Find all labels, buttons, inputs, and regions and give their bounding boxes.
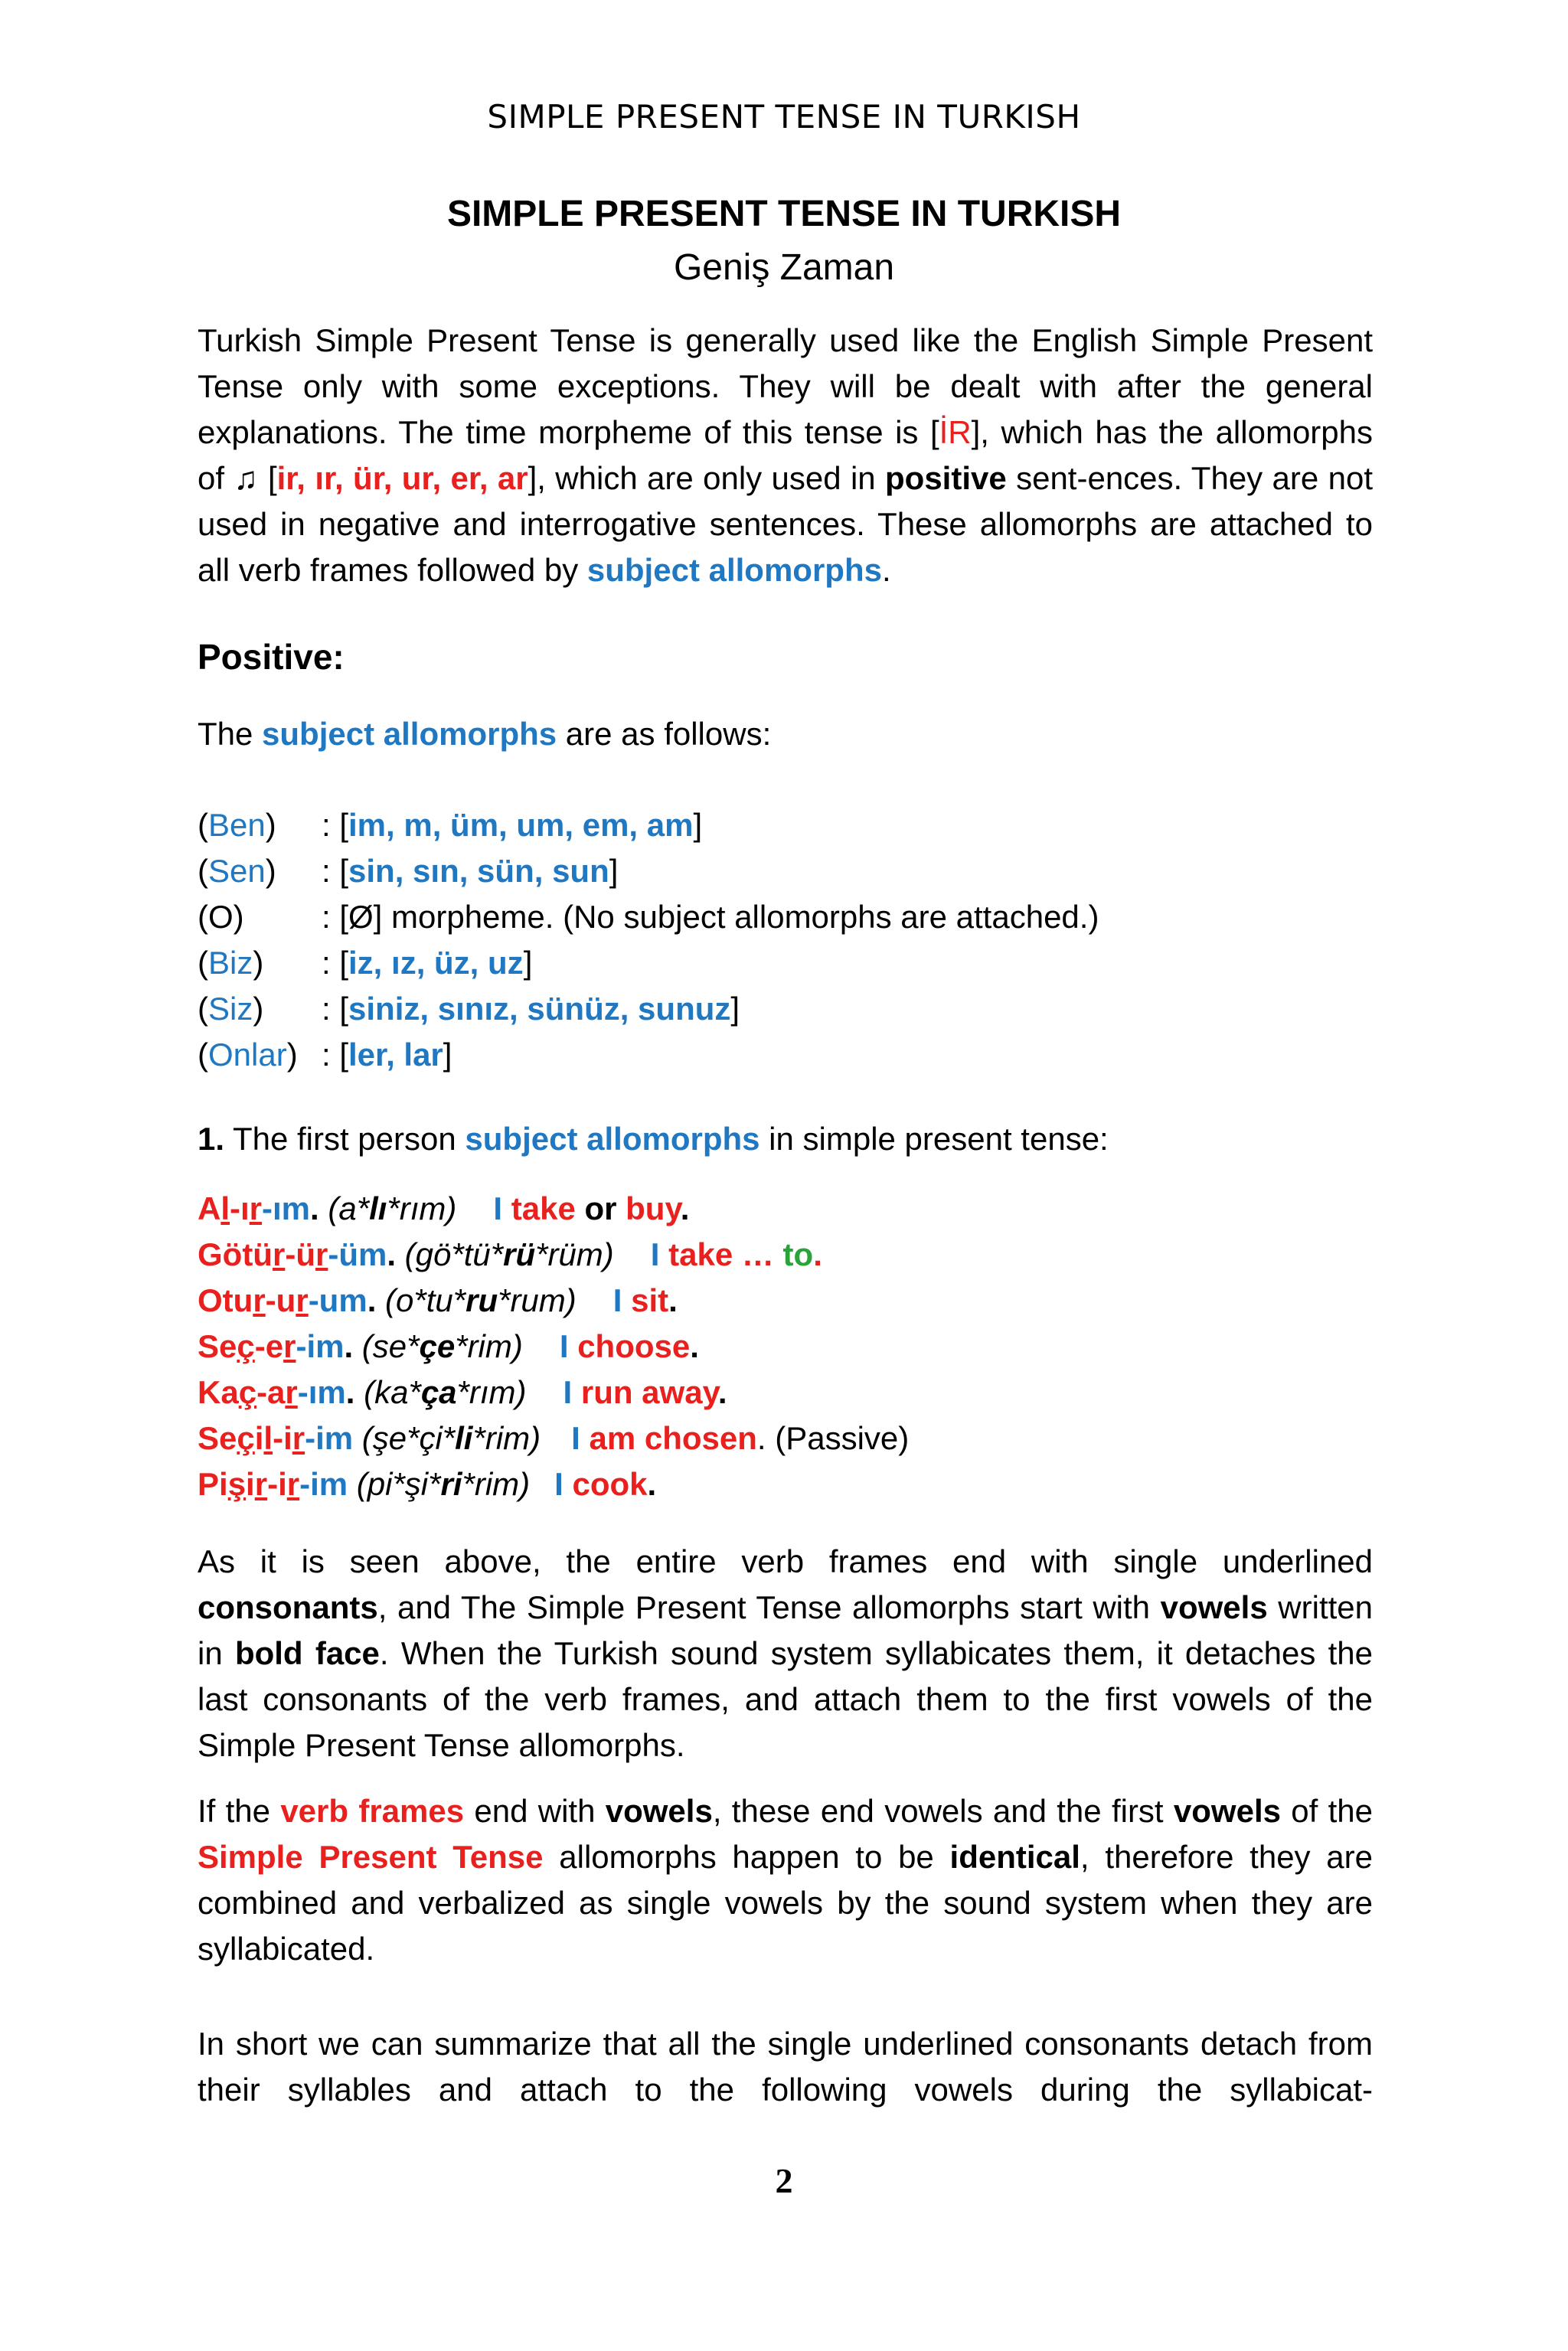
- list-item: [198, 986, 1373, 1032]
- english-subject: I: [612, 1282, 632, 1318]
- page-subtitle: Geniş Zaman: [673, 247, 895, 288]
- syllabication: *rim): [462, 1466, 531, 1502]
- intro-text: Turkish Simple Present Tense is generally used like the English Simple Present Tense only with some exceptions. They will be dealt with after the general explanations. The time morpheme of this tense is [: [198, 322, 1373, 450]
- syllabication: (o*tu*: [376, 1282, 466, 1318]
- passive-note: . (Passive): [756, 1420, 910, 1456]
- verb-frame: Götü: [198, 1236, 273, 1272]
- punctuation: .: [310, 1190, 319, 1226]
- bold-term: vowels: [1173, 1793, 1281, 1829]
- bracket-text: : [: [322, 1037, 349, 1073]
- subject-intro: [198, 711, 1373, 757]
- allomorph-forms: sin, sın, sün, sun: [348, 853, 609, 889]
- bracket-text: ]: [693, 807, 703, 843]
- example-list: [198, 1186, 1373, 1507]
- allomorph-forms: siniz, sınız, sünüz, sunuz: [348, 991, 731, 1027]
- tense-allomorph: -ü: [285, 1236, 315, 1272]
- bold-term: vowels: [1160, 1589, 1268, 1625]
- verb-frame: Ka: [198, 1374, 239, 1410]
- syllabication: *rim): [455, 1328, 523, 1364]
- subject-allomorph: -im: [296, 1328, 345, 1364]
- paragraph-text: , these end vowels and the first: [712, 1793, 1174, 1829]
- allomorph-cell: [322, 894, 1099, 940]
- list-item: [198, 1032, 1373, 1078]
- punctuation: .: [690, 1328, 699, 1364]
- section-number: 1.: [198, 1121, 225, 1157]
- intro-text: sent-ences. They are not used in negative and interrogative sentences. These allomorphs are attached to all verb frames followed by: [198, 460, 1373, 588]
- bracket-text: ]: [609, 853, 619, 889]
- pronoun-cell: (Onlar): [198, 1037, 298, 1073]
- allomorph-forms: im, m, üm, um, em, am: [348, 807, 694, 843]
- punctuation: .: [367, 1282, 377, 1318]
- verb-frame: Otu: [198, 1282, 253, 1318]
- syllabication: (se*: [353, 1328, 420, 1364]
- paragraph-text: . When the Turkish sound system syllabicates them, it detaches the last consonants of the verb frames, and attach them to the first vowels of the Simple Present Tense allomorphs.: [198, 1635, 1374, 1763]
- allomorph-forms: iz, ız, üz, uz: [348, 945, 524, 981]
- bracket-text: : [: [322, 945, 349, 981]
- subject-intro-text: are as follows:: [557, 716, 772, 752]
- english-subject: I: [559, 1328, 578, 1364]
- underlined-consonant: r: [272, 1236, 286, 1272]
- tense-allomorphs: ir, ır, ür, ur, er, ar: [276, 460, 528, 496]
- bracket-text: : [: [322, 853, 349, 889]
- english-verb: take: [511, 1190, 576, 1226]
- pronoun: O: [208, 899, 234, 935]
- english-verb: take …: [668, 1236, 783, 1272]
- pronoun: Ben: [208, 807, 266, 843]
- stressed-syllable: ça: [420, 1374, 457, 1410]
- allomorph-cell: [322, 848, 618, 894]
- subject-allomorph-list: [198, 802, 1373, 1078]
- verb-frame: Se: [198, 1328, 237, 1364]
- summary-paragraph: In short we can summarize that all the single underlined consonants detach from their syllables and attach to the following vowels during the syllabicat-: [198, 2026, 1373, 2108]
- tense-allomorph: -u: [265, 1282, 296, 1318]
- highlighted-term: Simple Present Tense: [198, 1839, 544, 1875]
- first-person-heading: [198, 1116, 1373, 1162]
- subject-allomorphs-term: subject allomorphs: [262, 716, 557, 752]
- example-row: [198, 1324, 1373, 1370]
- subject-allomorph: -üm: [328, 1236, 387, 1272]
- allomorph-cell: [322, 1032, 452, 1078]
- page-number: 2: [775, 2161, 793, 2200]
- english-verb: buy: [626, 1190, 681, 1226]
- underlined-consonant: r: [285, 1374, 298, 1410]
- list-item: [198, 802, 1373, 848]
- list-item: [198, 848, 1373, 894]
- verb-frame: Se: [198, 1420, 237, 1456]
- paragraph-text: , therefore they are combined and verbalized as single vowels by the sound system when they are syllabicated.: [198, 1839, 1373, 1967]
- punctuation: .: [813, 1236, 822, 1272]
- english-verb: run away: [580, 1374, 718, 1410]
- stressed-syllable: li: [455, 1420, 473, 1456]
- underlined-consonant: l: [220, 1190, 230, 1226]
- pronoun-cell: (O): [198, 899, 244, 935]
- underlined-consonant: r: [315, 1236, 328, 1272]
- punctuation: .: [680, 1190, 690, 1226]
- paragraph-text: allomorphs happen to be: [543, 1839, 950, 1875]
- example-row: [198, 1415, 1373, 1461]
- underlined-consonant: r: [249, 1190, 263, 1226]
- syllabication: *rum): [498, 1282, 577, 1318]
- underlined-consonant: r: [283, 1328, 296, 1364]
- stressed-syllable: ru: [466, 1282, 498, 1318]
- subject-allomorph: -ım: [297, 1374, 346, 1410]
- allomorph-cell: [322, 986, 740, 1032]
- paragraph-text: If the: [198, 1793, 281, 1829]
- verb-frame: Pi: [198, 1466, 228, 1502]
- paragraph-text: of the: [1280, 1793, 1373, 1829]
- underlined-consonant: ç: [238, 1374, 257, 1410]
- example-row: [198, 1461, 1373, 1507]
- intro-paragraph: [198, 318, 1373, 593]
- list-item: [198, 940, 1373, 986]
- verb-frame: A: [198, 1190, 221, 1226]
- pronoun-cell: (Biz): [198, 945, 264, 981]
- underlined-consonant: r: [286, 1466, 300, 1502]
- english-verb: sit: [631, 1282, 669, 1318]
- bold-term: vowels: [605, 1793, 713, 1829]
- intro-text: ], which has the allomorphs of ♫ [: [198, 414, 1374, 496]
- bold-term: identical: [949, 1839, 1080, 1875]
- underlined-consonant: r: [296, 1282, 309, 1318]
- verb-frame: i: [254, 1420, 264, 1456]
- pronoun: Siz: [208, 991, 253, 1027]
- underlined-consonant: ç: [237, 1420, 255, 1456]
- example-row: [198, 1232, 1373, 1278]
- underlined-consonant: r: [253, 1282, 266, 1318]
- allomorph-forms: ler, lar: [348, 1037, 443, 1073]
- bracket-text: ]: [730, 991, 740, 1027]
- bold-term: consonants: [198, 1589, 378, 1625]
- tense-allomorph: -e: [254, 1328, 284, 1364]
- tense-allomorph: -i: [273, 1420, 292, 1456]
- english-conjunction: or: [575, 1190, 626, 1226]
- subject-allomorph: -im: [305, 1420, 354, 1456]
- running-head: SIMPLE PRESENT TENSE IN TURKISH: [487, 98, 1081, 136]
- time-morpheme: İR: [939, 414, 972, 450]
- stressed-syllable: rü: [503, 1236, 536, 1272]
- stressed-syllable: lı: [369, 1190, 387, 1226]
- pronoun: Onlar: [208, 1037, 287, 1073]
- explanation-paragraph: [198, 1539, 1373, 1768]
- english-verb: am chosen: [589, 1420, 757, 1456]
- intro-text: .: [881, 552, 891, 588]
- list-item: [198, 894, 1373, 940]
- positive-keyword: positive: [885, 460, 1007, 496]
- stressed-syllable: ri: [440, 1466, 462, 1502]
- intro-text: ], which are only used in: [528, 460, 886, 496]
- syllabication: (gö*tü*: [396, 1236, 504, 1272]
- verb-frame: i: [246, 1466, 255, 1502]
- allomorph-cell: [322, 940, 532, 986]
- bracket-text: : [: [322, 807, 349, 843]
- paragraph-text: As it is seen above, the entire verb frames end with single underlined: [198, 1543, 1373, 1579]
- paragraph-text: written in: [198, 1589, 1373, 1671]
- syllabication: (şe*çi*: [353, 1420, 456, 1456]
- english-verb: cook: [572, 1466, 648, 1502]
- example-row: [198, 1278, 1373, 1324]
- syllabication: *rüm): [535, 1236, 614, 1272]
- vowel-paragraph: [198, 1788, 1373, 1972]
- pronoun-cell: (Ben): [198, 807, 276, 843]
- subject-intro-text: The: [198, 716, 263, 752]
- bracket-text: ]: [443, 1037, 452, 1073]
- syllabication: *rim): [472, 1420, 541, 1456]
- punctuation: .: [647, 1466, 657, 1502]
- underlined-consonant: r: [292, 1420, 305, 1456]
- page-title: SIMPLE PRESENT TENSE IN TURKISH: [446, 194, 1122, 234]
- punctuation: .: [344, 1328, 354, 1364]
- english-subject: I: [493, 1190, 511, 1226]
- subject-allomorph: -ım: [262, 1190, 311, 1226]
- english-subject: I: [563, 1374, 581, 1410]
- english-preposition: to: [782, 1236, 814, 1272]
- tense-allomorph: -a: [256, 1374, 286, 1410]
- pronoun: Sen: [208, 853, 266, 889]
- syllabication: (ka*: [354, 1374, 421, 1410]
- tense-allomorph: -i: [267, 1466, 287, 1502]
- underlined-consonant: ş: [227, 1466, 247, 1502]
- pronoun-cell: (Sen): [198, 853, 276, 889]
- bracket-text: : [Ø] morpheme. (No subject allomorphs are attached.): [322, 899, 1099, 935]
- positive-heading: Positive:: [198, 637, 345, 677]
- heading-text: in simple present tense:: [760, 1121, 1109, 1157]
- punctuation: .: [345, 1374, 355, 1410]
- heading-text: The first person: [224, 1121, 466, 1157]
- paragraph-text: end with: [464, 1793, 606, 1829]
- tense-allomorph: -ı: [230, 1190, 250, 1226]
- highlighted-term: verb frames: [280, 1793, 465, 1829]
- subject-allomorphs-term: subject allomorphs: [465, 1121, 760, 1157]
- underlined-consonant: l: [263, 1420, 273, 1456]
- example-row: [198, 1370, 1373, 1415]
- pronoun: Biz: [208, 945, 253, 981]
- underlined-consonant: r: [254, 1466, 268, 1502]
- bold-term: bold face: [234, 1635, 380, 1671]
- syllabication: *rım): [456, 1374, 527, 1410]
- subject-allomorph: -im: [299, 1466, 348, 1502]
- english-subject: I: [554, 1466, 573, 1502]
- allomorph-cell: [322, 802, 702, 848]
- underlined-consonant: ç: [237, 1328, 255, 1364]
- bracket-text: ]: [523, 945, 533, 981]
- punctuation: .: [668, 1282, 678, 1318]
- punctuation: .: [387, 1236, 397, 1272]
- punctuation: .: [717, 1374, 727, 1410]
- syllabication: *rım): [387, 1190, 457, 1226]
- example-row: [198, 1186, 1373, 1232]
- paragraph-text: , and The Simple Present Tense allomorphs start with: [377, 1589, 1161, 1625]
- syllabication: (a*: [318, 1190, 370, 1226]
- subject-allomorphs-term: subject allomorphs: [586, 552, 882, 588]
- english-subject: I: [650, 1236, 669, 1272]
- english-subject: I: [571, 1420, 590, 1456]
- subject-allomorph: -um: [308, 1282, 368, 1318]
- pronoun-cell: (Siz): [198, 991, 264, 1027]
- stressed-syllable: çe: [419, 1328, 456, 1364]
- syllabication: (pi*şi*: [348, 1466, 441, 1502]
- english-verb: choose: [577, 1328, 691, 1364]
- bracket-text: : [: [322, 991, 349, 1027]
